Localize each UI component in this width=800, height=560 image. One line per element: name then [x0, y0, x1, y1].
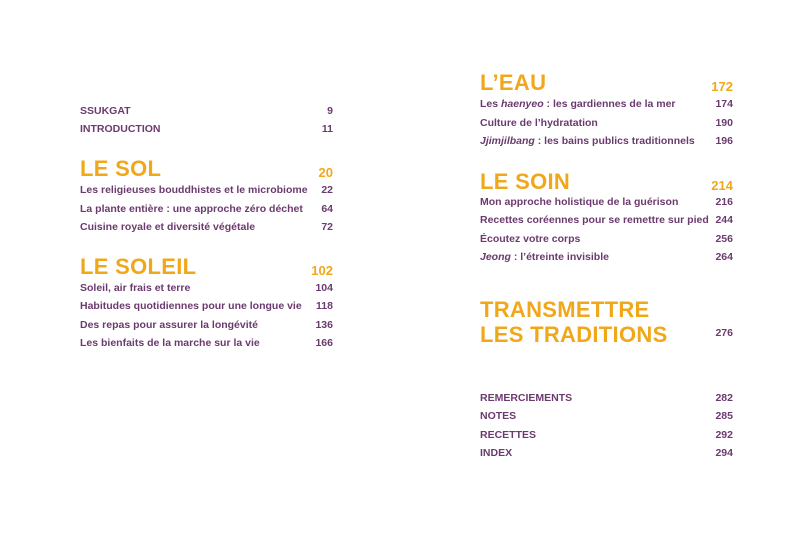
toc-entry[interactable] [480, 232, 733, 246]
toc-entry-label [480, 232, 580, 246]
toc-entry-page: 244 [715, 214, 733, 226]
toc-entry-page: 104 [315, 282, 333, 294]
toc-entry-page: 294 [715, 447, 733, 459]
toc-entry-page: 292 [715, 429, 733, 441]
toc-entry-page: 9 [327, 105, 333, 117]
toc-entry-ssukgat[interactable] [80, 104, 333, 118]
toc-entry-page: 72 [321, 221, 333, 233]
toc-entry-label: Des repas pour assurer la longévité [80, 319, 258, 331]
label-prefix: Recettes coréennes pour se remettre sur pied [480, 214, 709, 226]
toc-entry-remerciements[interactable] [480, 391, 733, 405]
section-title: LE SOLEIL [80, 254, 197, 279]
toc-entry[interactable] [80, 318, 333, 332]
section-page: 172 [711, 79, 733, 94]
toc-entry-page: 264 [715, 251, 733, 263]
toc-entry[interactable] [80, 299, 333, 313]
toc-entry-page: 118 [316, 300, 333, 312]
toc-entry[interactable] [480, 250, 733, 264]
section-title-line-2: LES TRADITIONS [480, 322, 668, 347]
toc-entry-page: 22 [321, 184, 333, 196]
toc-entry-page: 174 [715, 98, 733, 110]
toc-entry[interactable] [480, 195, 733, 209]
toc-entry-label [480, 97, 676, 111]
toc-entry-label [480, 134, 695, 148]
section-page: 214 [711, 178, 733, 193]
toc-entry-page: 285 [715, 410, 733, 422]
section-page: 20 [318, 165, 333, 180]
toc-entry-label: Cuisine royale et diversité végétale [80, 221, 256, 233]
toc-entry-label [480, 250, 609, 264]
toc-entry-label [480, 213, 709, 227]
label-prefix: Écoutez votre corps [480, 233, 581, 245]
toc-entry[interactable] [480, 213, 733, 227]
toc-entry[interactable] [80, 336, 333, 350]
toc-entry-page: 166 [315, 337, 333, 349]
toc-entry-page: 256 [715, 233, 733, 245]
toc-entry-label: Habitudes quotidiennes pour une longue vie [80, 300, 302, 312]
section-title-line-1: TRANSMETTRE [480, 297, 650, 322]
toc-entry[interactable] [480, 134, 733, 148]
toc-entry-introduction[interactable] [80, 122, 333, 136]
label-prefix: Culture de l’hydratation [480, 117, 598, 129]
section-title: LE SOIN [480, 169, 571, 194]
section-heading-le-sol[interactable] [80, 157, 333, 181]
section-heading-le-soleil[interactable] [80, 255, 333, 279]
section-page: 102 [311, 263, 333, 278]
toc-entry[interactable] [480, 116, 733, 130]
label-suffix: : les gardiennes de la mer [543, 98, 676, 110]
label-suffix: : les bains publics traditionnels [534, 135, 695, 147]
toc-entry-recettes[interactable] [480, 428, 733, 442]
toc-entry-page: 11 [321, 123, 333, 135]
label-italic: Jjimjilbang [480, 135, 535, 147]
toc-entry-label: INDEX [480, 447, 513, 459]
toc-entry[interactable] [480, 97, 733, 111]
section-heading-l-eau[interactable] [480, 71, 733, 95]
label-prefix: Mon approche holistique de la guérison [480, 196, 679, 208]
toc-entry-label: REMERCIEMENTS [480, 392, 573, 404]
section-page: 276 [715, 327, 733, 339]
toc-entry-notes[interactable] [480, 409, 733, 423]
toc-entry-page: 282 [715, 392, 733, 404]
toc-entry-page: 216 [715, 196, 733, 208]
toc-entry[interactable] [80, 281, 333, 295]
section-heading-transmettre-les-traditions[interactable] [480, 297, 733, 347]
section-title: L’EAU [480, 70, 547, 95]
toc-entry-label: Soleil, air frais et terre [80, 282, 191, 294]
label-suffix: : l’étreinte invisible [510, 251, 609, 263]
toc-entry-label: Les bienfaits de la marche sur la vie [80, 337, 260, 349]
toc-entry-label [480, 116, 598, 130]
toc-entry-label: INTRODUCTION [80, 123, 161, 135]
toc-entry-label: NOTES [480, 410, 517, 422]
toc-entry-page: 64 [321, 203, 333, 215]
toc-entry[interactable] [80, 202, 333, 216]
label-prefix: Les [480, 98, 502, 110]
toc-entry-page: 196 [715, 135, 733, 147]
toc-entry-page: 136 [315, 319, 333, 331]
toc-entry-label: Les religieuses bouddhistes et le microbiome [80, 184, 308, 196]
toc-entry[interactable] [80, 183, 333, 197]
section-heading-le-soin[interactable] [480, 170, 733, 194]
label-italic: haenyeo [501, 98, 544, 110]
label-italic: Jeong [480, 251, 511, 263]
toc-entry-label [480, 195, 678, 209]
toc-entry-label: RECETTES [480, 429, 537, 441]
toc-entry[interactable] [80, 220, 333, 234]
toc-entry-page: 190 [715, 117, 733, 129]
toc-entry-index[interactable] [480, 446, 733, 460]
toc-entry-label: SSUKGAT [80, 105, 131, 117]
section-title: LE SOL [80, 156, 162, 181]
toc-entry-label: La plante entière : une approche zéro déchet [80, 203, 303, 215]
